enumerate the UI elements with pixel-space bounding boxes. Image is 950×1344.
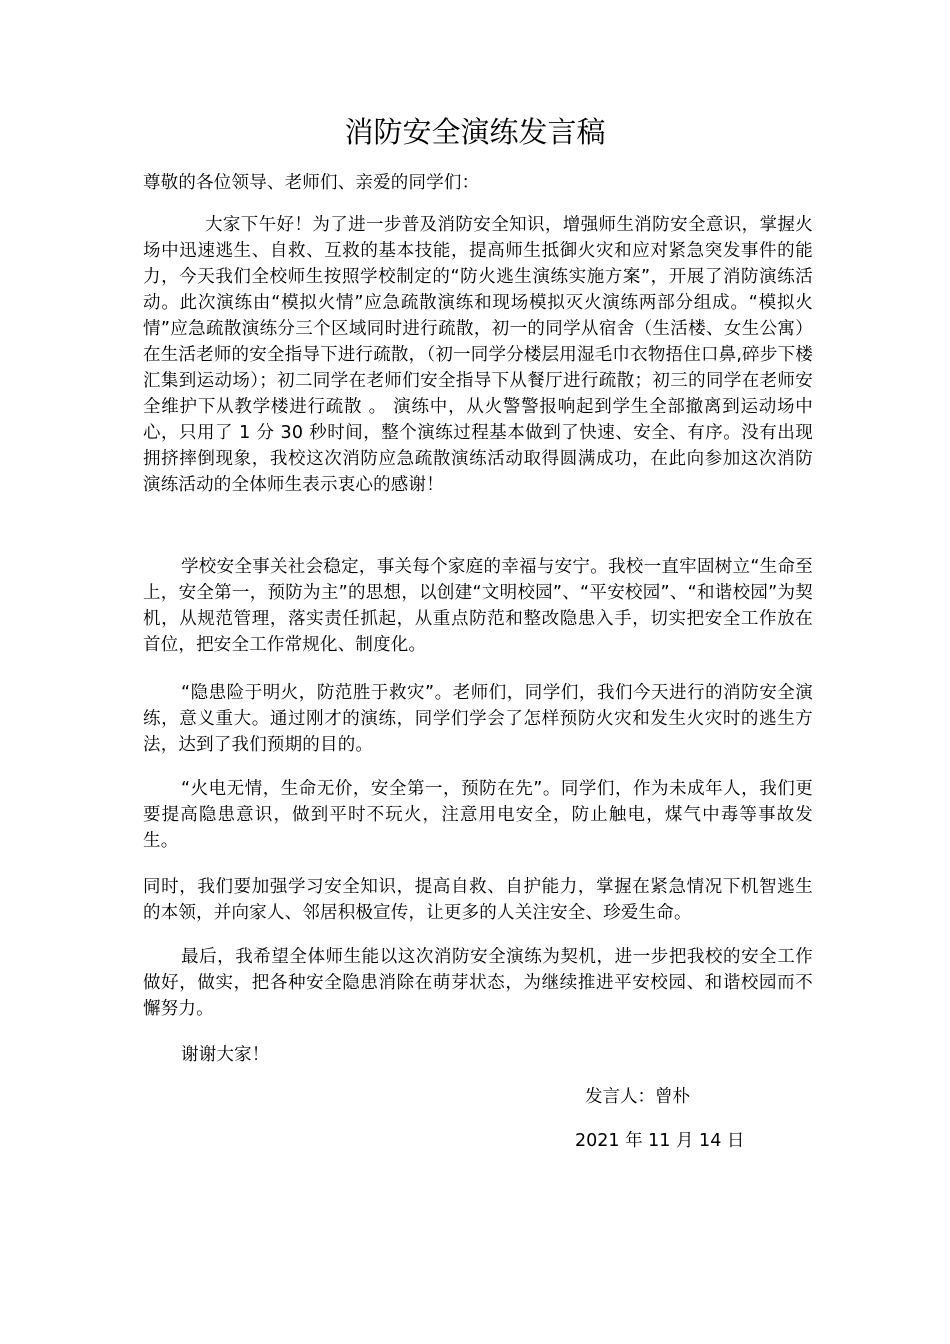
paragraph-opening: 大家下午好！为了进一步普及消防安全知识，增强师生消防安全意识，掌握火场中迅速逃生、自救、互救的基本技能，提高师生抵御火灾和应对紧急突发事件的能力，今天我们全校师生按照学校制定的“防火逃生演练实施方案”，开展了消防演练活动。此次演练由“模拟火情”应急疏散演练和现场模拟灭火演练两部分组成。“模拟火情”应急疏散演练分三个区域同时进行疏散，初一的同学从宿舍（生活楼、女生公寓）在生活老师的安全指导下进行疏散，（初一同学分楼层用湿毛巾衣物捂住口鼻,碎步下楼汇集到运动场）；初二同学在老师们安全指导下从餐厅进行疏散；初三的同学在老师安全维护下从教学楼进行疏散 。 演练中，从火警警报响起到学生全部撤离到运动场中心，只用了 1 分 30 秒时间，整个演练过程基本做到了快速、安全、有序。没有出现拥挤摔倒现象，我校这次消防应急疏散演练活动取得圆满成功，在此向参加这次消防演练活动的全体师生表示衷心的感谢！ (143, 215, 813, 495)
speech-date: 2021 年 11 月 14 日 (575, 1131, 745, 1151)
speaker-signature: 发言人：曾朴 (585, 1087, 690, 1107)
paragraph-awareness: “火电无情，生命无价，安全第一，预防在先”。同学们，作为未成年人，我们更要提高隐患意识，做到平时不玩火，注意用电安全，防止触电，煤气中毒等事故发生。 (143, 779, 813, 851)
paragraph-school-safety: 学校安全事关社会稳定，事关每个家庭的幸福与安宁。我校一直牢固树立“生命至上，安全第一，预防为主”的思想，以创建“文明校园”、“平安校园”、“和谐校园”为契机，从规范管理，落实责任抓起，从重点防范和整改隐患入手，切实把安全工作放在首位，把安全工作常规化、制度化。 (143, 557, 813, 655)
paragraph-conclusion: 最后，我希望全体师生能以这次消防安全演练为契机，进一步把我校的安全工作做好，做实，把各种安全隐患消除在萌芽状态，为继续推进平安校园、和谐校园而不懈努力。 (143, 947, 813, 1019)
closing-thanks: 谢谢大家！ (181, 1045, 270, 1065)
paragraph-drill-meaning: “隐患险于明火，防范胜于救灾”。老师们，同学们，我们今天进行的消防安全演练，意义重大。通过刚才的演练，同学们学会了怎样预防火灾和发生火灾时的逃生方法，达到了我们预期的目的。 (143, 683, 813, 755)
document-title: 消防安全演练发言稿 (344, 115, 606, 149)
salutation: 尊敬的各位领导、老师们、亲爱的同学们： (143, 173, 480, 193)
paragraph-self-rescue: 同时，我们要加强学习安全知识，提高自救、自护能力，掌握在紧急情况下机智逃生的本领，并向家人、邻居积极宣传，让更多的人关注安全、珍爱生命。 (143, 877, 813, 923)
